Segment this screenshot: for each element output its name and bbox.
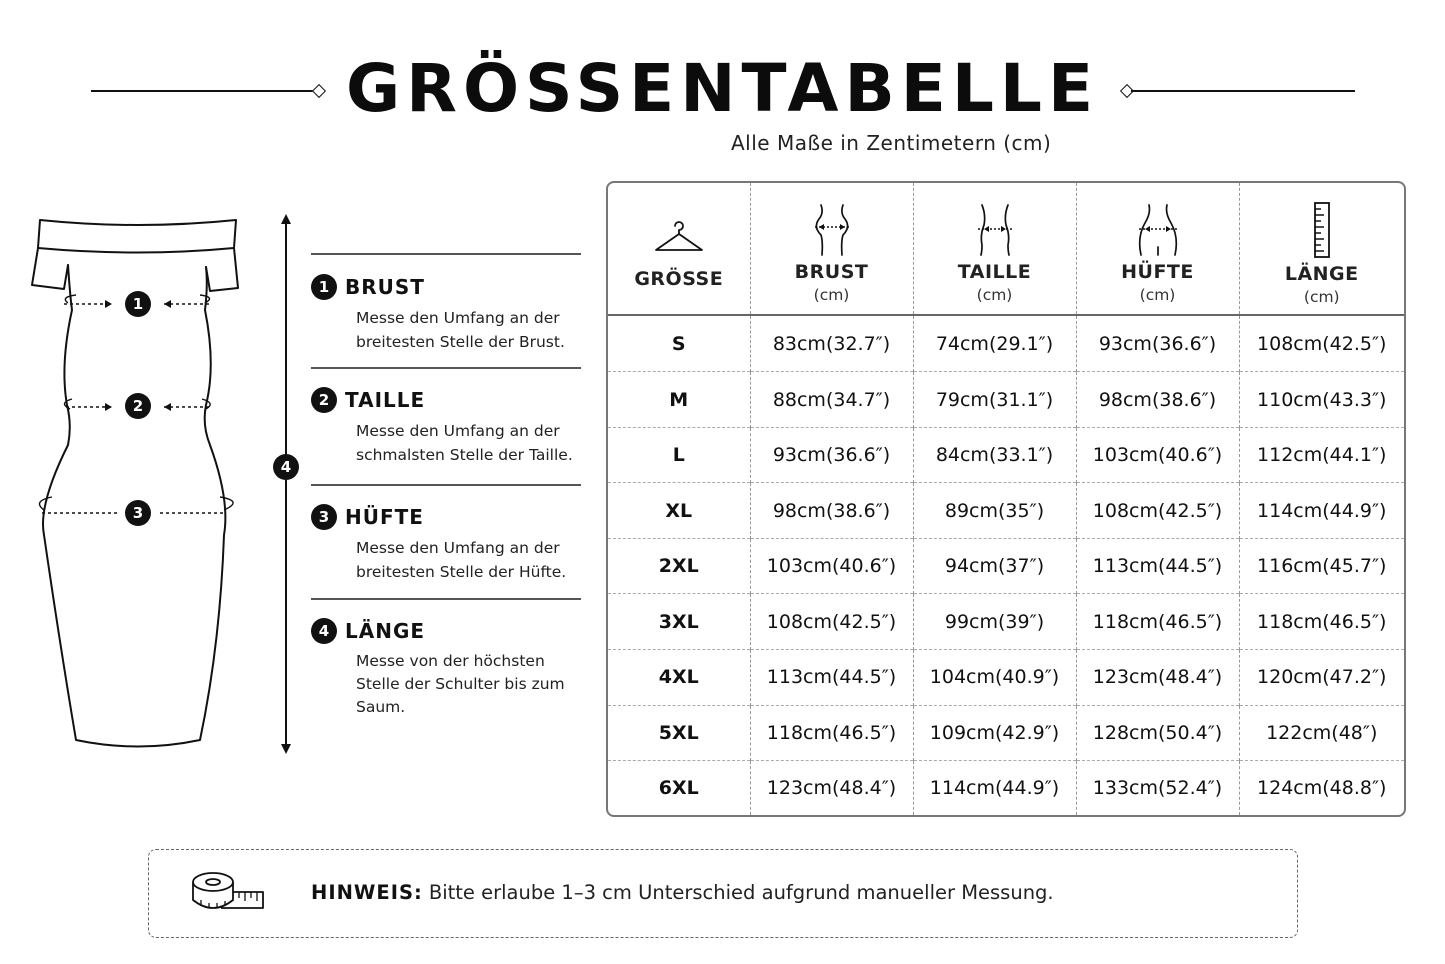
length-cell: 110cm(43.3″) bbox=[1239, 372, 1404, 428]
hip-cell: 103cm(40.6″) bbox=[1076, 427, 1239, 483]
column-header-waist-unit: (cm) bbox=[976, 286, 1013, 304]
hip-cell: 123cm(48.4″) bbox=[1076, 649, 1239, 705]
size-cell: 4XL bbox=[608, 649, 750, 705]
ruler-icon bbox=[1307, 201, 1337, 259]
dress-illustration bbox=[20, 205, 310, 765]
length-cell: 114cm(44.9″) bbox=[1239, 483, 1404, 539]
size-cell: 6XL bbox=[608, 761, 750, 815]
hip-cell: 108cm(42.5″) bbox=[1076, 483, 1239, 539]
figure-marker-hip: 3 bbox=[125, 500, 151, 526]
instruction-length-number: 4 bbox=[311, 618, 337, 644]
column-header-length-label: LÄNGE bbox=[1284, 263, 1359, 285]
note-message: Bitte erlaube 1–3 cm Unterschied aufgrund manueller Messung. bbox=[428, 881, 1054, 904]
table-row bbox=[608, 761, 1404, 815]
instructions-divider-2 bbox=[311, 484, 581, 486]
table-row bbox=[608, 649, 1404, 705]
figure-marker-length: 4 bbox=[273, 454, 299, 480]
figure-marker-chest: 1 bbox=[125, 291, 151, 317]
instruction-hip-text: Messe den Umfang an der breitesten Stelle der Hüfte. bbox=[356, 539, 567, 581]
column-header-hip bbox=[1076, 183, 1239, 315]
column-header-waist-label: TAILLE bbox=[957, 261, 1032, 283]
column-header-hip-unit: (cm) bbox=[1139, 286, 1176, 304]
chest-cell: 108cm(42.5″) bbox=[750, 594, 913, 650]
waist-cell: 89cm(35″) bbox=[913, 483, 1076, 539]
page-title: GRÖSSENTABELLE bbox=[345, 50, 1100, 127]
size-cell: M bbox=[608, 372, 750, 428]
figure-marker-waist: 2 bbox=[125, 393, 151, 419]
instruction-hip bbox=[311, 504, 581, 584]
size-cell: L bbox=[608, 427, 750, 483]
chest-cell: 103cm(40.6″) bbox=[750, 538, 913, 594]
measuring-tape-icon bbox=[191, 870, 267, 914]
size-cell: 5XL bbox=[608, 705, 750, 761]
waist-cell: 94cm(37″) bbox=[913, 538, 1076, 594]
title-rule-left bbox=[91, 90, 315, 92]
column-header-size bbox=[608, 183, 750, 315]
table-row bbox=[608, 594, 1404, 650]
hip-cell: 98cm(38.6″) bbox=[1076, 372, 1239, 428]
note-label: HINWEIS: bbox=[311, 881, 423, 904]
table-header-row bbox=[608, 183, 1404, 315]
column-header-chest bbox=[750, 183, 913, 315]
instruction-chest-text: Messe den Umfang an der breitesten Stelle der Brust. bbox=[356, 309, 565, 351]
length-arrow bbox=[276, 214, 296, 754]
length-cell: 108cm(42.5″) bbox=[1239, 315, 1404, 372]
waist-cell: 104cm(40.9″) bbox=[913, 649, 1076, 705]
column-header-chest-unit: (cm) bbox=[813, 286, 850, 304]
hip-cell: 118cm(46.5″) bbox=[1076, 594, 1239, 650]
column-header-length bbox=[1239, 183, 1404, 315]
instruction-length-text: Messe von der höchsten Stelle der Schulter bis zum Saum. bbox=[356, 652, 565, 716]
instruction-chest-number: 1 bbox=[311, 274, 337, 300]
table-row bbox=[608, 427, 1404, 483]
instruction-chest-title: BRUST bbox=[345, 275, 425, 299]
length-cell: 112cm(44.1″) bbox=[1239, 427, 1404, 483]
instruction-waist-number: 2 bbox=[311, 387, 337, 413]
waist-measure-icon bbox=[970, 203, 1020, 257]
instruction-waist-text: Messe den Umfang an der schmalsten Stelle der Taille. bbox=[356, 422, 573, 464]
title-rule-right bbox=[1131, 90, 1355, 92]
chest-cell: 88cm(34.7″) bbox=[750, 372, 913, 428]
instruction-waist-title: TAILLE bbox=[345, 388, 426, 412]
size-table bbox=[606, 181, 1406, 817]
table-row bbox=[608, 483, 1404, 539]
length-cell: 118cm(46.5″) bbox=[1239, 594, 1404, 650]
hip-cell: 128cm(50.4″) bbox=[1076, 705, 1239, 761]
chest-cell: 98cm(38.6″) bbox=[750, 483, 913, 539]
hip-cell: 113cm(44.5″) bbox=[1076, 538, 1239, 594]
chest-cell: 83cm(32.7″) bbox=[750, 315, 913, 372]
instruction-length bbox=[311, 618, 581, 719]
size-cell: 3XL bbox=[608, 594, 750, 650]
column-header-waist bbox=[913, 183, 1076, 315]
hip-measure-icon bbox=[1131, 203, 1185, 257]
instruction-hip-number: 3 bbox=[311, 504, 337, 530]
table-row bbox=[608, 315, 1404, 372]
chest-cell: 123cm(48.4″) bbox=[750, 761, 913, 815]
size-cell: S bbox=[671, 332, 686, 355]
hanger-icon bbox=[652, 218, 706, 258]
hip-cell: 133cm(52.4″) bbox=[1076, 761, 1239, 815]
table-row bbox=[608, 372, 1404, 428]
length-cell: 116cm(45.7″) bbox=[1239, 538, 1404, 594]
column-header-hip-label: HÜFTE bbox=[1121, 261, 1194, 283]
waist-cell: 84cm(33.1″) bbox=[913, 427, 1076, 483]
instruction-hip-title: HÜFTE bbox=[345, 505, 424, 529]
waist-cell: 74cm(29.1″) bbox=[913, 315, 1076, 372]
length-cell: 122cm(48″) bbox=[1239, 705, 1404, 761]
table-row bbox=[608, 538, 1404, 594]
page-subtitle: Alle Maße in Zentimetern (cm) bbox=[731, 131, 1052, 155]
length-cell: 120cm(47.2″) bbox=[1239, 649, 1404, 705]
chest-cell: 93cm(36.6″) bbox=[750, 427, 913, 483]
waist-cell: 109cm(42.9″) bbox=[913, 705, 1076, 761]
size-cell: 2XL bbox=[608, 538, 750, 594]
hip-cell: 93cm(36.6″) bbox=[1076, 315, 1239, 372]
chest-measure-icon bbox=[807, 203, 857, 257]
note-box bbox=[148, 849, 1298, 938]
table-row bbox=[608, 705, 1404, 761]
note-text-line bbox=[311, 881, 1054, 904]
chest-cell: 118cm(46.5″) bbox=[750, 705, 913, 761]
instructions-divider-1 bbox=[311, 367, 581, 369]
column-header-size-label: GRÖSSE bbox=[634, 267, 724, 290]
instruction-length-title: LÄNGE bbox=[345, 619, 426, 643]
waist-cell: 79cm(31.1″) bbox=[913, 372, 1076, 428]
length-cell: 124cm(48.8″) bbox=[1239, 761, 1404, 815]
instruction-chest bbox=[311, 274, 581, 354]
column-header-chest-label: BRUST bbox=[794, 261, 869, 283]
instructions-divider-top bbox=[311, 253, 581, 255]
column-header-length-unit: (cm) bbox=[1303, 288, 1340, 306]
chest-cell: 113cm(44.5″) bbox=[750, 649, 913, 705]
waist-cell: 99cm(39″) bbox=[913, 594, 1076, 650]
size-cell: XL bbox=[608, 483, 750, 539]
waist-cell: 114cm(44.9″) bbox=[913, 761, 1076, 815]
instructions-divider-3 bbox=[311, 598, 581, 600]
instruction-waist bbox=[311, 387, 581, 467]
